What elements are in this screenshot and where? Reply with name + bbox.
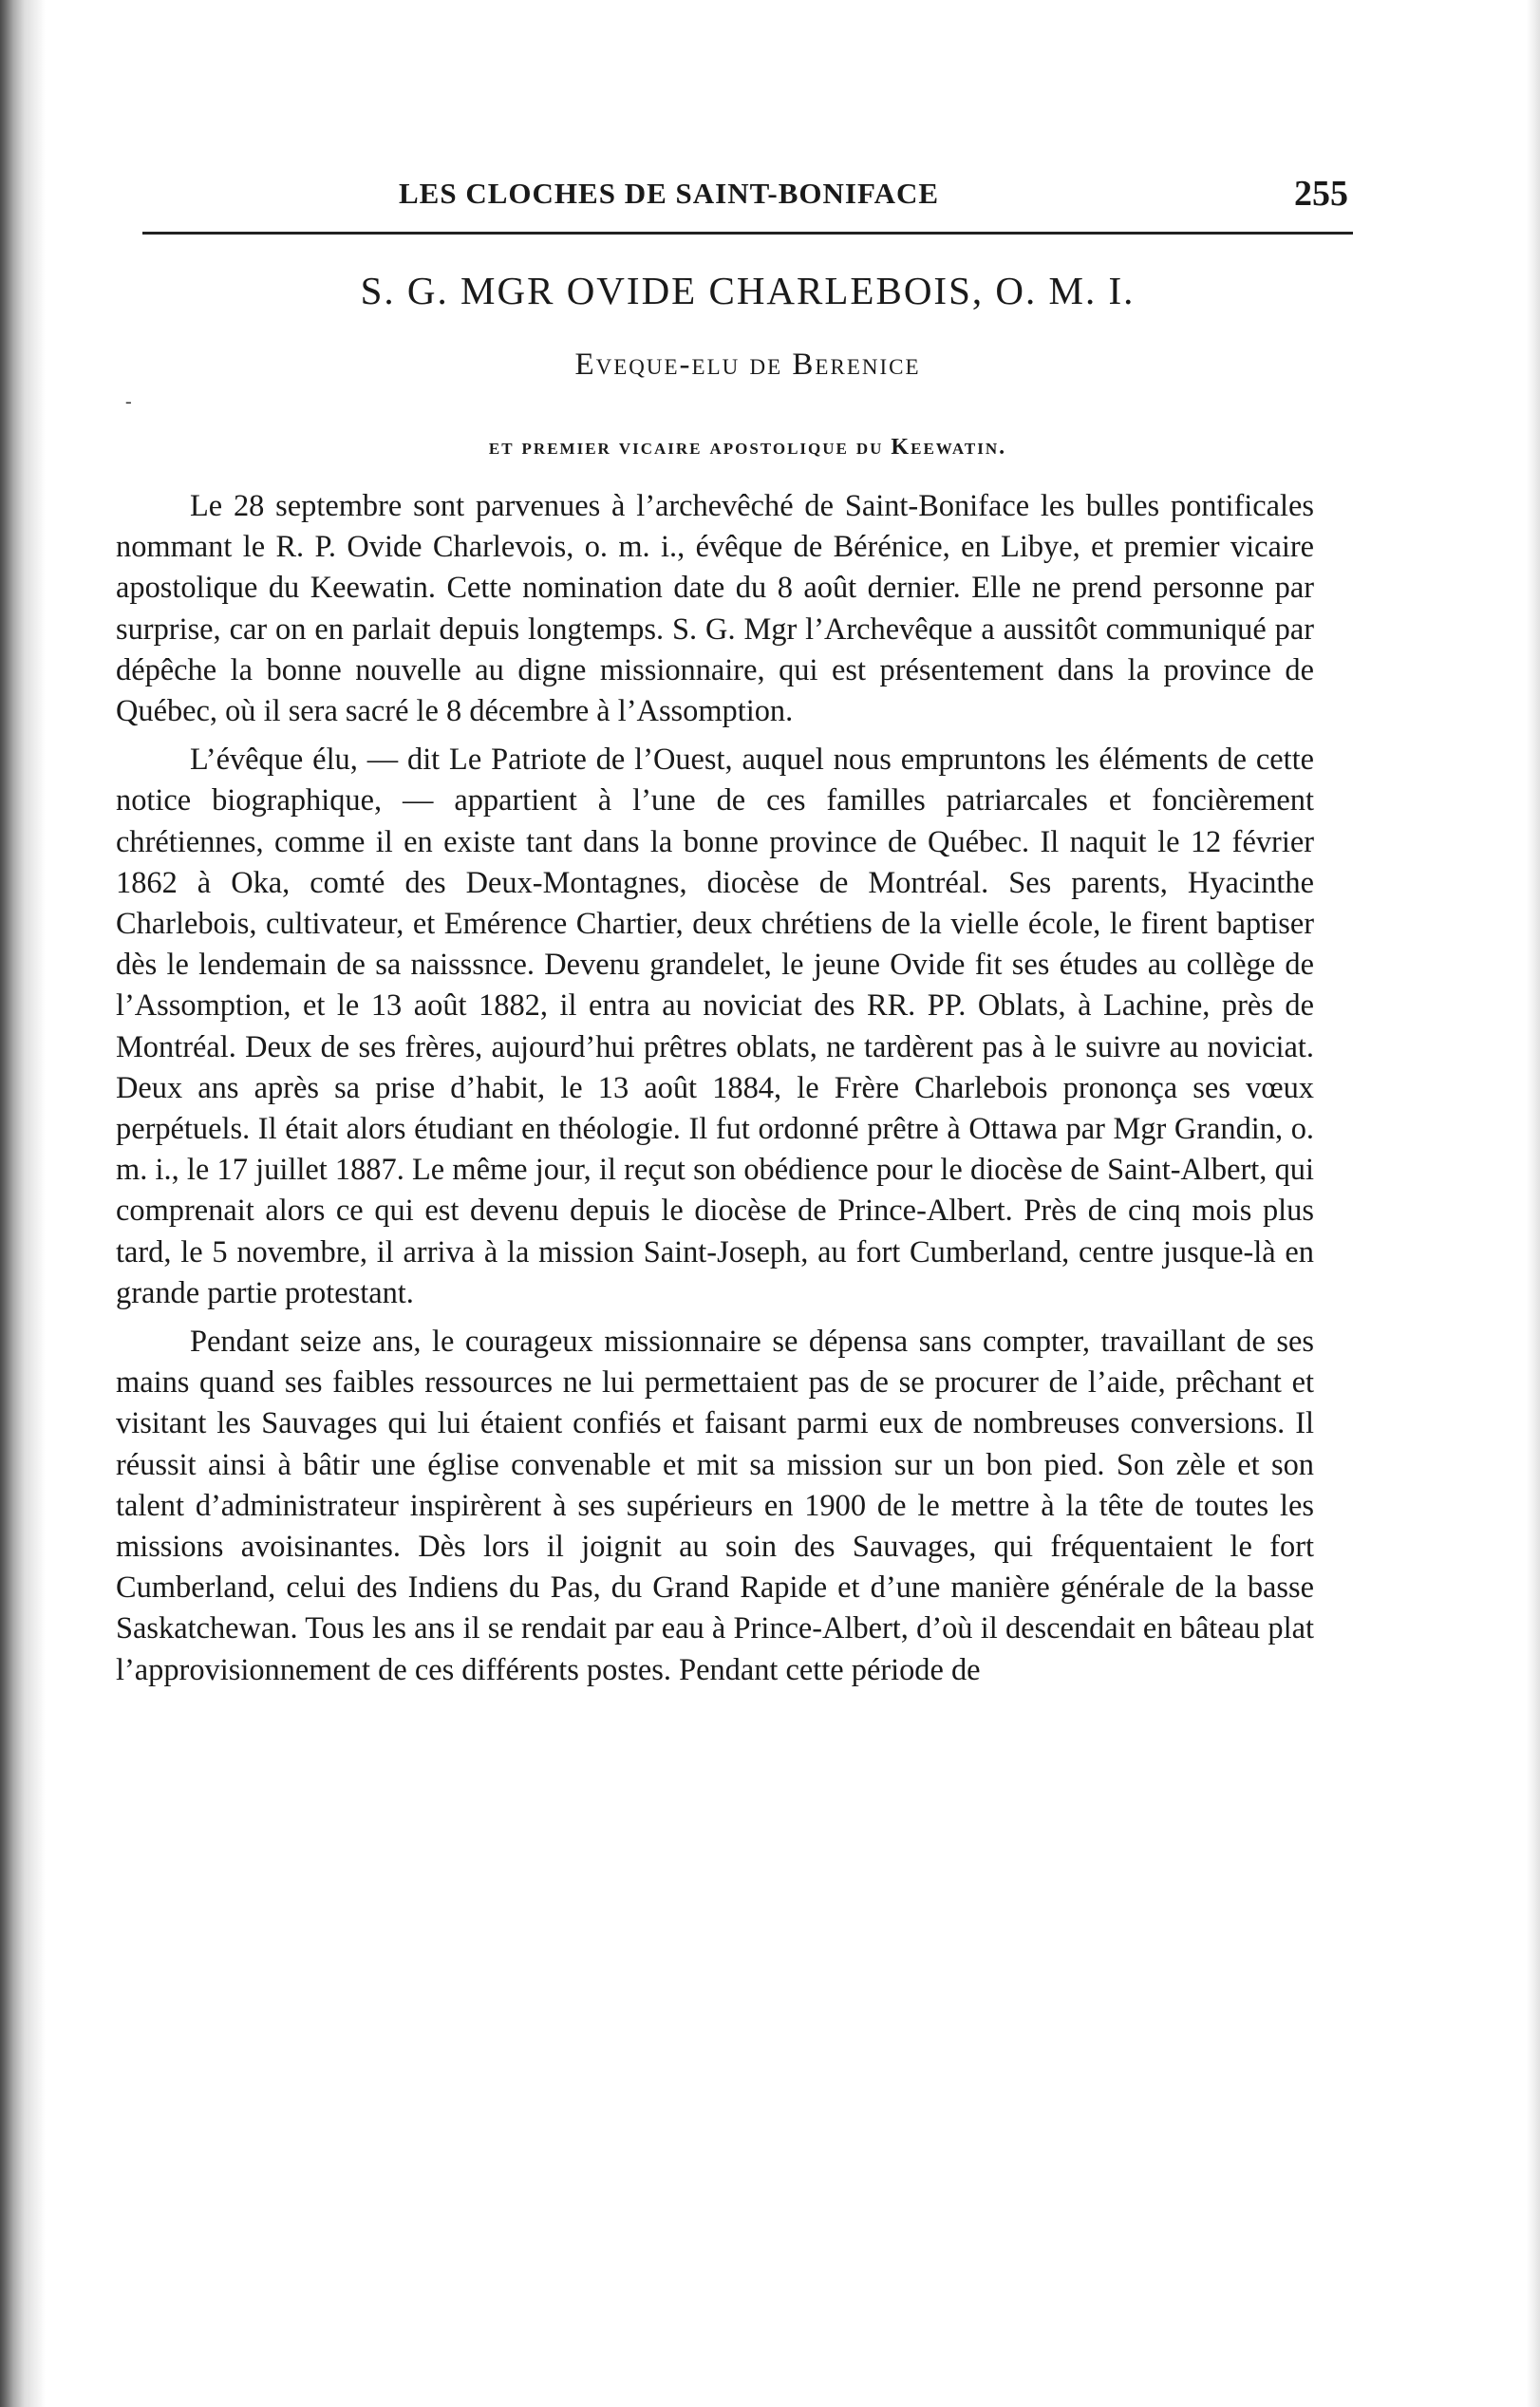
article-title: S. G. MGR OVIDE CHARLEBOIS, O. M. I. [360,269,1136,312]
article-body [116,486,1314,1699]
article-subtitle: Eveque-elu de Berenice [574,348,921,382]
paragraph: Pendant seize ans, le courageux missionnaire se dépensa sans compter, travaillant de ses mains quand ses faibles ressources ne lui permettaient pas de se procurer de l’aide, prêchant et visitant les Sauvages qui lui étaient confiés et faisant parmi eux de nombreuses conversions. Il réussit ainsi à bâtir une église convenable et mit sa mission sur un bon pied. Son zèle et son talent d’administrateur inspirèrent à ses supérieurs en 1900 de le mettre à la tête de toutes les missions avoisinantes. Dès lors il joignit au soin des Sauvages, qui fréquentaient le fort Cumberland, celui des Indiens du Pas, du Grand Rapide et d’une manière générale de la basse Saskatchewan. Tous les ans il se rendait par eau à Prince-Albert, d’où il descendait en bâteau plat l’approvisionnement de ces différents postes. Pendant cette période de [116,1325,1314,1687]
paragraph: L’évêque élu, — dit Le Patriote de l’Ouest, auquel nous empruntons les éléments de cette notice biographique, — appartient à l’une de ces familles patriarcales et foncièrement chrétiennes, comme il en existe tant dans la bonne province de Québec. Il naquit le 12 février 1862 à Oka, comté des Deux-Montagnes, diocèse de Montréal. Ses parents, Hyacinthe Charlebois, cultivateur, et Emérence Chartier, deux chrétiens de la vielle école, le firent baptiser dès le lendemain de sa naisssnce. Devenu grandelet, le jeune Ovide fit ses études au collège de l’Assomption, et le 13 août 1882, il entra au noviciat des RR. PP. Oblats, à Lachine, près de Montréal. Deux de ses frères, aujourd’hui prêtres oblats, ne tardèrent pas à le suivre au noviciat. Deux ans après sa prise d’habit, le 13 août 1884, le Frère Charlebois prononça ses vœux perpétuels. Il était alors étudiant en théologie. Il fut ordonné prêtre à Ottawa par Mgr Grandin, o. m. i., le 17 juillet 1887. Le même jour, il reçut son obédience pour le diocèse de Saint-Albert, qui comprenait alors ce qui est devenu depuis le diocèse de Prince-Albert. Près de cinq mois plus tard, le 5 novembre, il arriva à la mission Saint-Joseph, au fort Cumberland, centre jusque-là en grande partie protestant. [116,743,1314,1310]
article-subtitle-secondary: et premier vicaire apostolique du Keewatin. [488,435,1007,460]
running-head [142,174,1348,224]
page-number: 255 [1294,174,1348,214]
scan-edge-shadow [0,0,46,2407]
running-title: LES CLOCHES DE SAINT-BONIFACE [399,177,940,210]
scan-edge-shadow-right [1527,0,1540,2407]
paragraph: Le 28 septembre sont parvenues à l’archevêché de Saint-Boniface les bulles pontificales nommant le R. P. Ovide Charlevois, o. m. i., évêque de Bérénice, en Libye, et premier vicaire apostolique du Keewatin. Cette nomination date du 8 août dernier. Elle ne prend personne par surprise, car on en parlait depuis longtemps. S. G. Mgr l’Archevêque a aussitôt communiqué par dépêche la bonne nouvelle au digne missionnaire, qui est présentement dans la province de Québec, où il sera sacré le 8 décembre à l’Assomption. [116,489,1314,729]
header-rule [142,232,1353,235]
stray-mark: - [125,391,132,412]
